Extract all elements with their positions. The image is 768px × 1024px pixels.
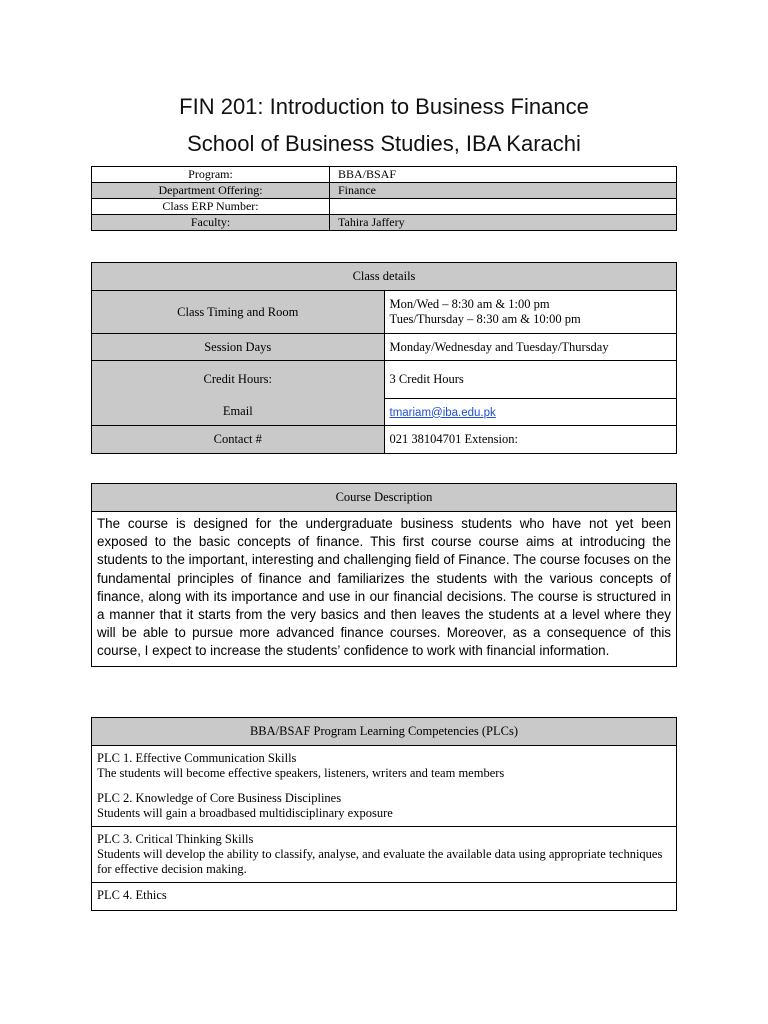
email-link[interactable]: tmariam@iba.edu.pk xyxy=(389,406,496,419)
course-description-table xyxy=(91,483,677,667)
department-label: Department Offering: xyxy=(92,183,330,199)
faculty-row xyxy=(92,215,677,231)
class-details-heading: Class details xyxy=(92,263,677,291)
page-title: FIN 201: Introduction to Business Finance xyxy=(179,94,589,119)
plc-1-desc: The students will become effective speakers, listeners, writers and team members xyxy=(97,766,505,780)
timing-value xyxy=(384,291,677,334)
course-description-text: The course is designed for the undergraduate business students who have not yet been exposed to the basic concepts of finance. This first course course aims at introducing the students to the important, interesting and challenging field of Finance. The course focuses on the fundamental principles of finance and familiarizes the students with the various concepts of finance, along with its importance and use in our financial decisions. The course is structured in a manner that it starts from the very basics and then leaves the students at a level where they will be able to pursue more advanced finance courses. Moreover, as a consequence of this course, I expect to increase the students’ confidence to work with financial information. xyxy=(92,512,677,667)
plc-table xyxy=(91,717,677,911)
program-value: BBA/BSAF xyxy=(330,167,677,183)
contact-value: 021 38104701 Extension: xyxy=(384,426,677,454)
plc-3-title: PLC 3. Critical Thinking Skills xyxy=(97,832,254,846)
session-value: Monday/Wednesday and Tuesday/Thursday xyxy=(384,334,677,361)
plc-3-desc: Students will develop the ability to classify, analyse, and evaluate the available data using appropriate techniques for effective decision making. xyxy=(97,847,663,876)
timing-line-1: Mon/Wed – 8:30 am & 1:00 pm xyxy=(389,297,550,311)
page-subtitle: School of Business Studies, IBA Karachi xyxy=(187,131,581,156)
faculty-value: Tahira Jaffery xyxy=(330,215,677,231)
program-row xyxy=(92,167,677,183)
plc-item-2 xyxy=(92,785,677,827)
plc-item-1 xyxy=(92,746,677,786)
department-row xyxy=(92,183,677,199)
erp-label: Class ERP Number: xyxy=(92,199,330,215)
timing-label: Class Timing and Room xyxy=(92,291,385,334)
plc-2-desc: Students will gain a broadbased multidisciplinary exposure xyxy=(97,806,393,820)
plc-1-title: PLC 1. Effective Communication Skills xyxy=(97,751,297,765)
course-description-heading: Course Description xyxy=(92,484,677,512)
credit-value: 3 Credit Hours xyxy=(384,361,677,399)
timing-line-2: Tues/Thursday – 8:30 am & 10:00 pm xyxy=(389,312,581,326)
erp-row xyxy=(92,199,677,215)
session-label: Session Days xyxy=(92,334,385,361)
program-label: Program: xyxy=(92,167,330,183)
plc-2-title: PLC 2. Knowledge of Core Business Disciplines xyxy=(97,791,342,805)
program-info-table xyxy=(91,166,677,231)
plc-4-title: PLC 4. Ethics xyxy=(97,888,167,902)
department-value: Finance xyxy=(330,183,677,199)
class-details-table xyxy=(91,262,677,454)
contact-label: Contact # xyxy=(92,426,385,454)
plc-item-4 xyxy=(92,883,677,911)
erp-value xyxy=(330,199,677,215)
plc-item-3 xyxy=(92,827,677,883)
credit-label: Credit Hours: xyxy=(92,361,385,399)
email-label: Email xyxy=(92,399,385,426)
plc-heading: BBA/BSAF Program Learning Competencies (PLCs) xyxy=(92,718,677,746)
faculty-label: Faculty: xyxy=(92,215,330,231)
